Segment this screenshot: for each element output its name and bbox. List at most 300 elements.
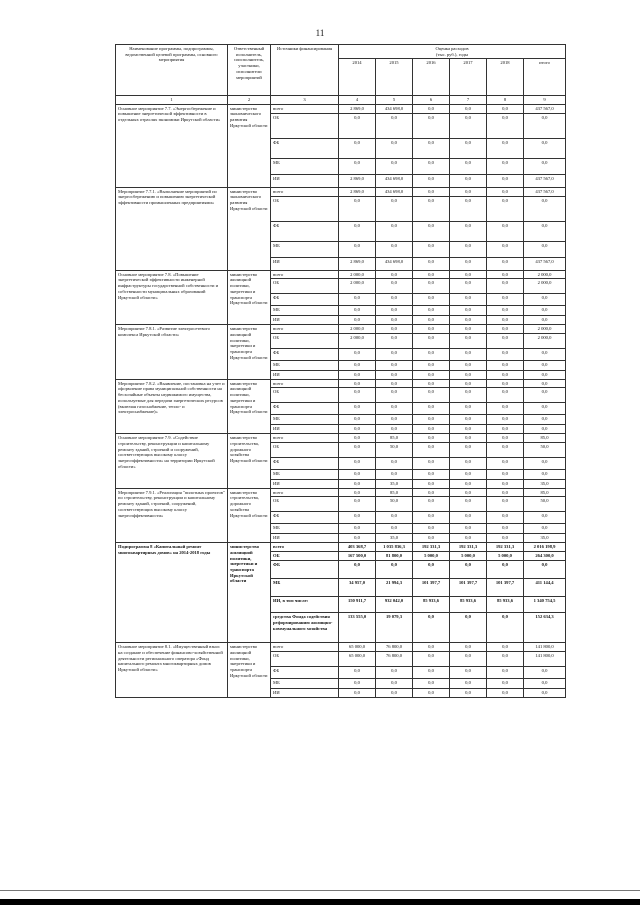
header-source: Источники финансирования [271,45,339,96]
program-name: Основное мероприятие 8.1. «Имущественный взнос на создание и обеспечение финансово-хозяйственной деятельности регионального оператора «Фонд капитального ремонта многоквартирных домов Иркутской области» [116,643,228,697]
amount-cell: 0,0 [339,138,376,158]
amount-cell: 0,0 [413,360,450,370]
amount-cell: 0,0 [339,316,376,325]
amount-cell: 0,0 [413,388,450,403]
amount-cell: 0,0 [450,469,487,479]
amount-cell: 65 000,0 [339,651,376,666]
amount-cell: 0,0 [524,379,566,388]
amount-cell: 0,0 [413,196,450,221]
amount-cell: 0,0 [450,479,487,488]
amount-cell: 0,0 [450,643,487,652]
amount-cell: 0,0 [413,534,450,543]
funding-source: ИИ [271,425,339,434]
amount-cell: 264 300,0 [524,552,566,561]
table-row [116,270,566,279]
amount-cell: 21 994,3 [376,579,413,597]
amount-cell: 0,0 [339,442,376,457]
amount-cell: 0,0 [487,113,524,138]
amount-cell: 133 555,0 [339,613,376,643]
column-number: 8 [487,96,524,105]
page-number: 11 [315,28,325,38]
amount-cell: 0,0 [413,138,450,158]
funding-source: ФБ [271,666,339,678]
amount-cell: 0,0 [339,415,376,425]
amount-cell: 0,0 [413,306,450,316]
amount-cell: 0,0 [524,403,566,415]
responsible-executor: министерство жилищной политики, энергетики и транспорта Иркутской области [228,325,271,379]
amount-cell: 0,0 [450,104,487,113]
amount-cell: 0,0 [376,512,413,524]
amount-cell: 0,0 [413,379,450,388]
header-estimate-title: Оценка расходов [435,46,469,51]
funding-source: ФБ [271,512,339,524]
amount-cell: 34 957,0 [339,579,376,597]
amount-cell: 0,0 [524,415,566,425]
amount-cell: 0,0 [339,534,376,543]
table-row [116,325,566,334]
amount-cell: 0,0 [487,388,524,403]
funding-source: МБ [271,579,339,597]
amount-cell: 85 933,6 [413,597,450,613]
funding-source: всего [271,379,339,388]
amount-cell: 101 397,7 [413,579,450,597]
amount-cell: 0,0 [413,469,450,479]
amount-cell: 0,0 [376,379,413,388]
column-number: 4 [339,96,376,105]
responsible-executor: министерство жилищной политики, энергетики и транспорта Иркутской области [228,643,271,697]
amount-cell: 0,0 [524,113,566,138]
header-year: итого [524,59,566,96]
amount-cell: 0,0 [524,388,566,403]
amount-cell: 150 911,7 [339,597,376,613]
amount-cell: 0,0 [487,325,524,334]
amount-cell: 0,0 [524,688,566,697]
amount-cell: 0,0 [524,524,566,534]
responsible-executor: министерство строительства, дорожного хозяйства Иркутской области [228,488,271,542]
amount-cell: 0,0 [524,316,566,325]
amount-cell: 0,0 [487,241,524,257]
funding-source: ОБ [271,388,339,403]
amount-cell: 0,0 [450,187,487,196]
amount-cell: 0,0 [487,174,524,187]
amount-cell: 0,0 [487,434,524,443]
amount-cell: 2 000,0 [524,333,566,348]
header-year: 2016 [413,59,450,96]
funding-source: ФБ [271,561,339,579]
amount-cell: 2 000,0 [339,325,376,334]
amount-cell: 76 800,0 [376,651,413,666]
amount-cell: 0,0 [413,512,450,524]
amount-cell: 101 397,7 [450,579,487,597]
amount-cell: 0,0 [413,279,450,294]
amount-cell: 0,0 [413,333,450,348]
amount-cell: 0,0 [450,388,487,403]
funding-source: МБ [271,469,339,479]
amount-cell: 0,0 [450,174,487,187]
amount-cell: 85 933,6 [450,597,487,613]
amount-cell: 0,0 [413,294,450,306]
amount-cell: 0,0 [376,561,413,579]
funding-source: ОБ [271,497,339,512]
amount-cell: 0,0 [450,403,487,415]
column-number: 9 [524,96,566,105]
amount-cell: 0,0 [487,221,524,241]
amount-cell: 192 331,3 [450,543,487,552]
table-row [116,104,566,113]
amount-cell: 0,0 [487,613,524,643]
amount-cell: 85 933,6 [487,597,524,613]
amount-cell: 0,0 [450,279,487,294]
amount-cell: 0,0 [450,442,487,457]
amount-cell: 0,0 [413,488,450,497]
funding-source: ИИ [271,534,339,543]
amount-cell: 0,0 [450,241,487,257]
table-row [116,643,566,652]
amount-cell: 0,0 [413,643,450,652]
responsible-executor: министерство жилищной политики, энергетики и транспорта Иркутской области [228,379,271,433]
funding-source: ИИ [271,257,339,270]
amount-cell: 192 331,3 [413,543,450,552]
amount-cell: 0,0 [339,666,376,678]
column-number: 6 [413,96,450,105]
amount-cell: 0,0 [450,561,487,579]
amount-cell: 1 035 836,3 [376,543,413,552]
funding-source: ИИ [271,174,339,187]
amount-cell: 0,0 [376,138,413,158]
funding-source: всего [271,325,339,334]
amount-cell: 0,0 [376,113,413,138]
amount-cell: 0,0 [376,457,413,469]
amount-cell: 0,0 [339,678,376,688]
amount-cell: 0,0 [376,241,413,257]
amount-cell: 0,0 [450,158,487,174]
header-name: Наименование программы, подпрограммы, ведомственной целевой программы, основного мероприятия [116,45,228,96]
amount-cell: 0,0 [487,348,524,360]
amount-cell: 0,0 [413,158,450,174]
amount-cell: 0,0 [413,370,450,379]
amount-cell: 5 000,0 [450,552,487,561]
column-number: 5 [376,96,413,105]
amount-cell: 0,0 [339,688,376,697]
amount-cell: 35,0 [376,479,413,488]
amount-cell: 0,0 [450,457,487,469]
amount-cell: 0,0 [524,294,566,306]
amount-cell: 0,0 [339,379,376,388]
amount-cell: 0,0 [413,316,450,325]
amount-cell: 0,0 [376,415,413,425]
funding-source: всего [271,643,339,652]
amount-cell: 0,0 [376,678,413,688]
header-unit: (тыс. руб.), годы [435,51,469,57]
funding-source: МБ [271,524,339,534]
amount-cell: 0,0 [450,415,487,425]
amount-cell: 0,0 [524,138,566,158]
amount-cell: 141 800,0 [524,651,566,666]
amount-cell: 0,0 [487,512,524,524]
amount-cell: 0,0 [413,442,450,457]
amount-cell: 2 000,0 [524,325,566,334]
amount-cell: 0,0 [339,294,376,306]
column-number: 3 [271,96,339,105]
amount-cell: 0,0 [413,403,450,415]
amount-cell: 85,0 [376,434,413,443]
amount-cell: 0,0 [339,479,376,488]
amount-cell: 0,0 [524,221,566,241]
amount-cell: 0,0 [487,479,524,488]
funding-source: всего [271,543,339,552]
amount-cell: 0,0 [524,561,566,579]
funding-source: ИИ [271,370,339,379]
amount-cell: 2 000,0 [339,279,376,294]
amount-cell: 0,0 [413,613,450,643]
funding-source: МБ [271,360,339,370]
amount-cell: 0,0 [413,434,450,443]
amount-cell: 0,0 [450,497,487,512]
amount-cell: 437 567,0 [524,174,566,187]
amount-cell: 0,0 [413,415,450,425]
amount-cell: 65 000,0 [339,643,376,652]
amount-cell: 434 698,0 [376,104,413,113]
amount-cell: 0,0 [339,370,376,379]
amount-cell: 0,0 [450,306,487,316]
amount-cell: 2 000,0 [339,333,376,348]
amount-cell: 0,0 [524,360,566,370]
amount-cell: 0,0 [487,497,524,512]
amount-cell: 35,0 [524,479,566,488]
header-column-numbers [116,96,566,105]
amount-cell: 85,0 [376,488,413,497]
amount-cell: 0,0 [450,138,487,158]
amount-cell: 0,0 [413,497,450,512]
amount-cell: 0,0 [376,221,413,241]
amount-cell: 0,0 [524,158,566,174]
amount-cell: 0,0 [450,524,487,534]
amount-cell: 0,0 [524,666,566,678]
amount-cell: 0,0 [376,370,413,379]
amount-cell: 0,0 [450,360,487,370]
amount-cell: 0,0 [339,306,376,316]
amount-cell: 411 144,4 [524,579,566,597]
amount-cell: 0,0 [524,678,566,688]
amount-cell: 0,0 [487,196,524,221]
amount-cell: 0,0 [487,442,524,457]
amount-cell: 0,0 [487,524,524,534]
amount-cell: 0,0 [524,425,566,434]
amount-cell: 0,0 [524,241,566,257]
amount-cell: 0,0 [339,434,376,443]
amount-cell: 0,0 [450,257,487,270]
amount-cell: 434 698,0 [376,187,413,196]
amount-cell: 0,0 [487,643,524,652]
amount-cell: 0,0 [487,469,524,479]
amount-cell: 0,0 [450,379,487,388]
funding-source: ФБ [271,294,339,306]
amount-cell: 2 869,0 [339,257,376,270]
amount-cell: 0,0 [339,241,376,257]
funding-source: МБ [271,678,339,688]
amount-cell: 0,0 [376,279,413,294]
amount-cell: 434 698,0 [376,174,413,187]
scan-edge-line [0,890,640,891]
amount-cell: 0,0 [450,196,487,221]
amount-cell: 0,0 [376,348,413,360]
table-row [116,543,566,552]
funding-source: ИИ [271,688,339,697]
amount-cell: 0,0 [413,221,450,241]
amount-cell: 50,0 [524,442,566,457]
amount-cell: 0,0 [487,688,524,697]
amount-cell: 0,0 [413,666,450,678]
amount-cell: 0,0 [413,524,450,534]
amount-cell: 0,0 [487,370,524,379]
amount-cell: 2 869,0 [339,187,376,196]
funding-source: ОБ [271,279,339,294]
funding-source: ОБ [271,651,339,666]
amount-cell: 2 000,0 [524,279,566,294]
funding-source: всего [271,434,339,443]
amount-cell: 0,0 [487,306,524,316]
amount-cell: 192 331,3 [487,543,524,552]
amount-cell: 5 000,0 [487,552,524,561]
responsible-executor: министерство строительства, дорожного хозяйства Иркутской области [228,434,271,488]
amount-cell: 0,0 [376,333,413,348]
funding-source: всего [271,187,339,196]
amount-cell: 0,0 [524,196,566,221]
amount-cell: 0,0 [450,651,487,666]
amount-cell: 0,0 [450,294,487,306]
responsible-executor: министерство жилищной политики, энергетики и транспорта Иркутской области [228,270,271,324]
funding-source: ОБ [271,196,339,221]
table-row [116,434,566,443]
amount-cell: 0,0 [339,524,376,534]
program-name: Подпрограмма 8 «Капитальный ремонт многоквартирных домов» на 2014-2018 годы [116,543,228,643]
amount-cell: 0,0 [524,469,566,479]
amount-cell: 0,0 [376,425,413,434]
header-year: 2017 [450,59,487,96]
amount-cell: 0,0 [487,561,524,579]
header-year: 2015 [376,59,413,96]
amount-cell: 0,0 [339,488,376,497]
amount-cell: 76 800,0 [376,643,413,652]
amount-cell: 0,0 [376,306,413,316]
amount-cell: 152 634,3 [524,613,566,643]
amount-cell: 0,0 [376,294,413,306]
amount-cell: 0,0 [376,360,413,370]
amount-cell: 0,0 [450,113,487,138]
header-responsible: Ответственный исполнитель, соисполнитель, участники, исполнители мероприятий [228,45,271,96]
amount-cell: 0,0 [413,425,450,434]
amount-cell: 0,0 [450,666,487,678]
amount-cell: 0,0 [450,488,487,497]
funding-source: МБ [271,241,339,257]
amount-cell: 85,0 [524,488,566,497]
amount-cell: 0,0 [487,678,524,688]
funding-source: ФБ [271,403,339,415]
amount-cell: 0,0 [450,325,487,334]
amount-cell: 0,0 [376,316,413,325]
amount-cell: 167 500,0 [339,552,376,561]
amount-cell: 0,0 [487,651,524,666]
amount-cell: 0,0 [450,270,487,279]
amount-cell: 0,0 [524,512,566,524]
amount-cell: 0,0 [413,688,450,697]
program-name: Основное мероприятие 7.7. «Энергосбережение и повышение энергетической эффективности в отдельных отраслях экономики Иркутской области» [116,104,228,187]
amount-cell: 0,0 [376,196,413,221]
responsible-executor: министерство жилищной политики, энергетики и транспорта Иркутской области [228,543,271,643]
amount-cell: 35,0 [376,534,413,543]
amount-cell: 0,0 [339,512,376,524]
amount-cell: 0,0 [339,348,376,360]
funding-source: МБ [271,306,339,316]
funding-source: ИИ [271,479,339,488]
funding-source: средства Фонда содействия реформированию жилищно-коммунального хозяйства [271,613,339,643]
budget-table [115,44,566,698]
amount-cell: 35,0 [524,534,566,543]
amount-cell: 0,0 [376,688,413,697]
funding-source: ОБ [271,552,339,561]
amount-cell: 0,0 [524,370,566,379]
funding-source: всего [271,104,339,113]
amount-cell: 0,0 [450,370,487,379]
amount-cell: 0,0 [487,534,524,543]
program-name: Мероприятие 7.7.1. «Выполнение мероприятий по энергосбережению и повышению энергетической эффективности промышленных предприятиями» [116,187,228,270]
funding-source: МБ [271,415,339,425]
amount-cell: 403 368,7 [339,543,376,552]
amount-cell: 0,0 [339,113,376,138]
amount-cell: 0,0 [339,196,376,221]
table-row [116,488,566,497]
program-name: Мероприятие 7.8.1. «Развитие электросетевого комплекса Иркутской области» [116,325,228,379]
amount-cell: 0,0 [487,457,524,469]
amount-cell: 2 869,0 [339,104,376,113]
amount-cell: 0,0 [413,104,450,113]
amount-cell: 0,0 [413,325,450,334]
amount-cell: 0,0 [524,457,566,469]
funding-source: ФБ [271,221,339,241]
column-number: 7 [450,96,487,105]
amount-cell: 2 869,0 [339,174,376,187]
amount-cell: 0,0 [339,425,376,434]
amount-cell: 437 567,0 [524,104,566,113]
amount-cell: 0,0 [413,561,450,579]
amount-cell: 0,0 [339,403,376,415]
amount-cell: 932 042,0 [376,597,413,613]
funding-source: ИИ, в том числе: [271,597,339,613]
scan-edge-bar [0,899,640,905]
funding-source: всего [271,270,339,279]
amount-cell: 0,0 [487,415,524,425]
amount-cell: 0,0 [376,325,413,334]
amount-cell: 0,0 [487,360,524,370]
amount-cell: 0,0 [487,379,524,388]
amount-cell: 101 397,7 [487,579,524,597]
amount-cell: 0,0 [339,469,376,479]
amount-cell: 0,0 [339,388,376,403]
amount-cell: 0,0 [376,158,413,174]
amount-cell: 0,0 [487,294,524,306]
amount-cell: 50,0 [376,442,413,457]
amount-cell: 0,0 [413,457,450,469]
amount-cell: 0,0 [339,457,376,469]
amount-cell: 0,0 [487,187,524,196]
amount-cell: 0,0 [376,524,413,534]
amount-cell: 437 567,0 [524,257,566,270]
amount-cell: 0,0 [524,348,566,360]
amount-cell: 0,0 [450,534,487,543]
funding-source: МБ [271,158,339,174]
amount-cell: 0,0 [413,651,450,666]
program-name: Основное мероприятие 7.9. «Содействие строительству, реконструкции и капитальному ремонту зданий, строений и сооружений, соответствующих высокому классу энергоэффективности» на территории Иркутской области» [116,434,228,488]
